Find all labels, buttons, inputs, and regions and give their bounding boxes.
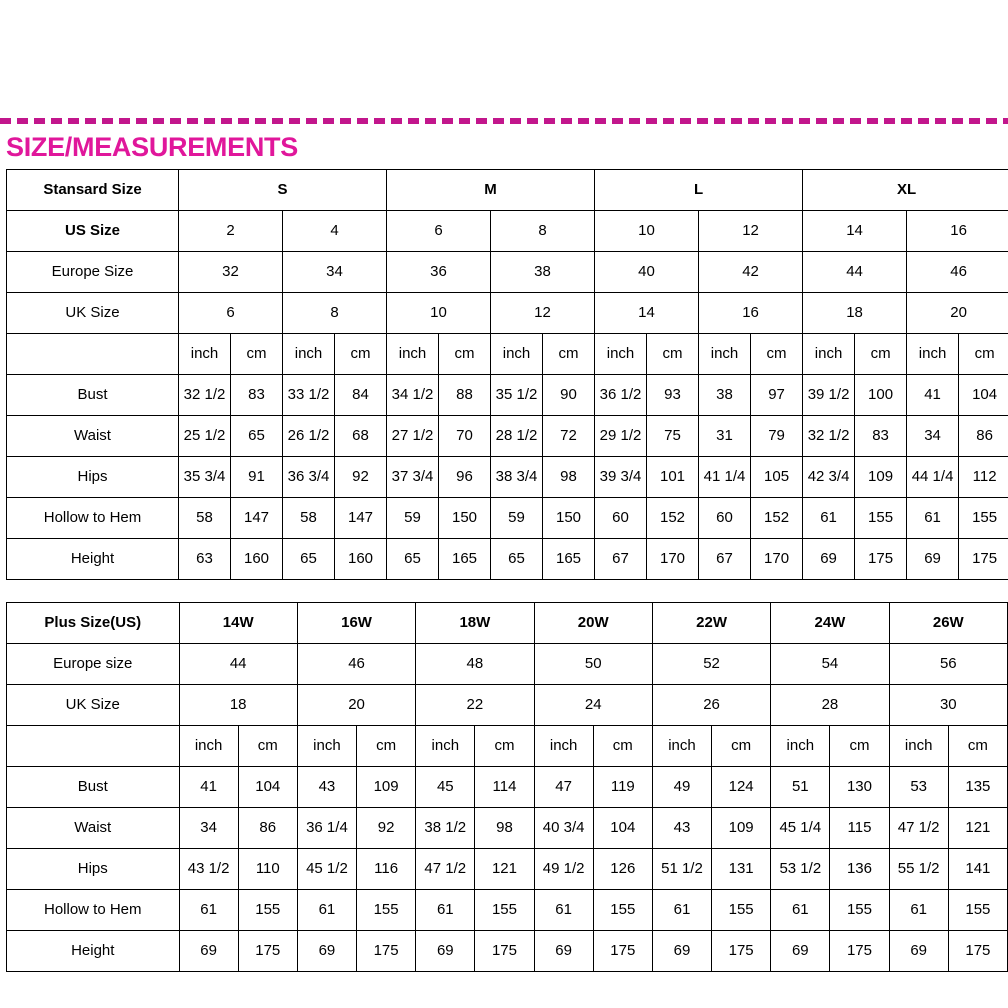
cell: 44 <box>803 251 907 292</box>
unit-cell: inch <box>889 725 948 766</box>
cell: 121 <box>948 807 1007 848</box>
row-label-europe-size: Europe size <box>7 643 180 684</box>
unit-cell: cm <box>647 333 699 374</box>
unit-cell: cm <box>335 333 387 374</box>
row-label-height: Height <box>7 930 180 971</box>
cell: 34 <box>283 251 387 292</box>
cell: 36 3/4 <box>283 456 335 497</box>
cell: 104 <box>959 374 1008 415</box>
cell: 48 <box>416 643 534 684</box>
cell: 58 <box>179 497 231 538</box>
cell: 175 <box>475 930 534 971</box>
cell: 53 <box>889 766 948 807</box>
cell: 41 <box>179 766 238 807</box>
cell: 61 <box>416 889 475 930</box>
cell: 28 <box>771 684 889 725</box>
cell: 34 <box>179 807 238 848</box>
cell: 109 <box>855 456 907 497</box>
row-label-europe-size: Europe Size <box>7 251 179 292</box>
plus-size-table <box>6 602 1008 972</box>
cell: 135 <box>948 766 1007 807</box>
cell: 49 1/2 <box>534 848 593 889</box>
cell: 12 <box>491 292 595 333</box>
cell: 18 <box>179 684 297 725</box>
cell: 124 <box>712 766 771 807</box>
cell: 65 <box>231 415 283 456</box>
table-row <box>7 210 1008 251</box>
cell: 97 <box>751 374 803 415</box>
cell: 8 <box>283 292 387 333</box>
cell: 22 <box>416 684 534 725</box>
unit-cell: cm <box>543 333 595 374</box>
cell: 69 <box>416 930 475 971</box>
cell: 155 <box>357 889 416 930</box>
row-label-bust: Bust <box>7 766 180 807</box>
cell: 175 <box>855 538 907 579</box>
cell: 41 1/4 <box>699 456 751 497</box>
cell: 130 <box>830 766 889 807</box>
cell: 36 1/4 <box>297 807 356 848</box>
cell: 90 <box>543 374 595 415</box>
table-spacer <box>0 580 1008 602</box>
cell: 100 <box>855 374 907 415</box>
plus-size-header: Plus Size(US) <box>7 602 180 643</box>
cell: 61 <box>179 889 238 930</box>
cell: 150 <box>543 497 595 538</box>
cell: 126 <box>593 848 652 889</box>
cell: 155 <box>830 889 889 930</box>
group-m: M <box>387 169 595 210</box>
cell: 61 <box>771 889 830 930</box>
cell: 61 <box>889 889 948 930</box>
unit-cell: inch <box>534 725 593 766</box>
cell: 18 <box>803 292 907 333</box>
table-row <box>7 848 1008 889</box>
cell: 42 <box>699 251 803 292</box>
cell: 46 <box>297 643 415 684</box>
cell: 16 <box>907 210 1008 251</box>
table-row <box>7 643 1008 684</box>
unit-cell: inch <box>416 725 475 766</box>
cell: 69 <box>652 930 711 971</box>
unit-cell: inch <box>179 725 238 766</box>
table-row-units <box>7 725 1008 766</box>
row-label-uk-size: UK Size <box>7 292 179 333</box>
cell: 141 <box>948 848 1007 889</box>
cell: 27 1/2 <box>387 415 439 456</box>
cell: 45 <box>416 766 475 807</box>
row-label-hips: Hips <box>7 848 180 889</box>
cell: 25 1/2 <box>179 415 231 456</box>
cell: 40 3/4 <box>534 807 593 848</box>
cell: 69 <box>889 930 948 971</box>
cell: 109 <box>357 766 416 807</box>
table-row <box>7 497 1008 538</box>
cell: 34 1/2 <box>387 374 439 415</box>
cell: 14 <box>595 292 699 333</box>
plus-size-20w: 20W <box>534 602 652 643</box>
cell: 47 <box>534 766 593 807</box>
table-row <box>7 251 1008 292</box>
cell: 115 <box>830 807 889 848</box>
unit-cell: cm <box>830 725 889 766</box>
cell: 50 <box>534 643 652 684</box>
unit-cell: cm <box>593 725 652 766</box>
table-row <box>7 456 1008 497</box>
cell: 72 <box>543 415 595 456</box>
cell: 38 3/4 <box>491 456 543 497</box>
cell: 175 <box>238 930 297 971</box>
cell: 51 <box>771 766 830 807</box>
table-row <box>7 538 1008 579</box>
cell: 170 <box>751 538 803 579</box>
cell: 105 <box>751 456 803 497</box>
cell: 170 <box>647 538 699 579</box>
cell: 147 <box>335 497 387 538</box>
cell: 35 1/2 <box>491 374 543 415</box>
cell: 104 <box>238 766 297 807</box>
row-label-uk-size: UK Size <box>7 684 180 725</box>
cell: 10 <box>387 292 491 333</box>
row-label-waist: Waist <box>7 415 179 456</box>
table-row <box>7 807 1008 848</box>
unit-cell: inch <box>491 333 543 374</box>
cell: 51 1/2 <box>652 848 711 889</box>
cell: 69 <box>297 930 356 971</box>
table-row-header <box>7 602 1008 643</box>
cell: 38 <box>699 374 751 415</box>
unit-cell: inch <box>179 333 231 374</box>
cell: 121 <box>475 848 534 889</box>
plus-size-22w: 22W <box>652 602 770 643</box>
unit-cell: cm <box>238 725 297 766</box>
standard-size-table <box>6 169 1008 580</box>
table-row-units <box>7 333 1008 374</box>
plus-size-26w: 26W <box>889 602 1007 643</box>
cell: 60 <box>699 497 751 538</box>
cell: 28 1/2 <box>491 415 543 456</box>
cell: 88 <box>439 374 491 415</box>
cell: 155 <box>712 889 771 930</box>
cell: 38 <box>491 251 595 292</box>
cell: 20 <box>297 684 415 725</box>
cell: 61 <box>652 889 711 930</box>
cell: 175 <box>948 930 1007 971</box>
cell: 86 <box>959 415 1008 456</box>
cell: 4 <box>283 210 387 251</box>
cell: 61 <box>803 497 855 538</box>
cell: 86 <box>238 807 297 848</box>
cell: 38 1/2 <box>416 807 475 848</box>
group-xl: XL <box>803 169 1008 210</box>
cell: 41 <box>907 374 959 415</box>
cell: 6 <box>387 210 491 251</box>
cell: 63 <box>179 538 231 579</box>
row-label-units-empty <box>7 725 180 766</box>
unit-cell: inch <box>907 333 959 374</box>
unit-cell: inch <box>771 725 830 766</box>
cell: 165 <box>439 538 491 579</box>
cell: 16 <box>699 292 803 333</box>
cell: 91 <box>231 456 283 497</box>
cell: 114 <box>475 766 534 807</box>
cell: 29 1/2 <box>595 415 647 456</box>
cell: 70 <box>439 415 491 456</box>
cell: 131 <box>712 848 771 889</box>
cell: 147 <box>231 497 283 538</box>
cell: 155 <box>475 889 534 930</box>
cell: 92 <box>335 456 387 497</box>
cell: 36 <box>387 251 491 292</box>
cell: 44 1/4 <box>907 456 959 497</box>
unit-cell: inch <box>652 725 711 766</box>
cell: 98 <box>543 456 595 497</box>
cell: 12 <box>699 210 803 251</box>
cell: 2 <box>179 210 283 251</box>
cell: 96 <box>439 456 491 497</box>
cell: 79 <box>751 415 803 456</box>
cell: 67 <box>595 538 647 579</box>
cell: 136 <box>830 848 889 889</box>
cell: 45 1/2 <box>297 848 356 889</box>
row-label-bust: Bust <box>7 374 179 415</box>
cell: 46 <box>907 251 1008 292</box>
cell: 43 <box>297 766 356 807</box>
plus-size-24w: 24W <box>771 602 889 643</box>
unit-cell: cm <box>751 333 803 374</box>
cell: 35 3/4 <box>179 456 231 497</box>
cell: 110 <box>238 848 297 889</box>
cell: 69 <box>179 930 238 971</box>
cell: 109 <box>712 807 771 848</box>
unit-cell: cm <box>959 333 1008 374</box>
cell: 26 1/2 <box>283 415 335 456</box>
cell: 32 <box>179 251 283 292</box>
unit-cell: inch <box>297 725 356 766</box>
cell: 26 <box>652 684 770 725</box>
table-row <box>7 766 1008 807</box>
cell: 6 <box>179 292 283 333</box>
cell: 8 <box>491 210 595 251</box>
cell: 61 <box>534 889 593 930</box>
table-row <box>7 684 1008 725</box>
cell: 42 3/4 <box>803 456 855 497</box>
table-row <box>7 415 1008 456</box>
cell: 58 <box>283 497 335 538</box>
cell: 61 <box>297 889 356 930</box>
cell: 69 <box>907 538 959 579</box>
cell: 24 <box>534 684 652 725</box>
table-row <box>7 930 1008 971</box>
cell: 37 3/4 <box>387 456 439 497</box>
cell: 55 1/2 <box>889 848 948 889</box>
cell: 116 <box>357 848 416 889</box>
cell: 155 <box>959 497 1008 538</box>
page-title: SIZE/MEASUREMENTS <box>6 132 298 162</box>
cell: 98 <box>475 807 534 848</box>
unit-cell: inch <box>699 333 751 374</box>
group-l: L <box>595 169 803 210</box>
cell: 83 <box>855 415 907 456</box>
cell: 175 <box>959 538 1008 579</box>
group-s: S <box>179 169 387 210</box>
unit-cell: cm <box>475 725 534 766</box>
cell: 68 <box>335 415 387 456</box>
cell: 92 <box>357 807 416 848</box>
cell: 36 1/2 <box>595 374 647 415</box>
row-label-hollow-to-hem: Hollow to Hem <box>7 889 180 930</box>
cell: 150 <box>439 497 491 538</box>
row-label-height: Height <box>7 538 179 579</box>
plus-size-14w: 14W <box>179 602 297 643</box>
cell: 43 1/2 <box>179 848 238 889</box>
unit-cell: cm <box>439 333 491 374</box>
row-label-hips: Hips <box>7 456 179 497</box>
cell: 69 <box>534 930 593 971</box>
cell: 67 <box>699 538 751 579</box>
cell: 56 <box>889 643 1007 684</box>
cell: 43 <box>652 807 711 848</box>
cell: 49 <box>652 766 711 807</box>
cell: 155 <box>948 889 1007 930</box>
cell: 175 <box>593 930 652 971</box>
top-whitespace <box>0 0 1008 118</box>
row-label-units-empty <box>7 333 179 374</box>
table-row <box>7 889 1008 930</box>
unit-cell: inch <box>387 333 439 374</box>
cell: 20 <box>907 292 1008 333</box>
unit-cell: cm <box>855 333 907 374</box>
cell: 40 <box>595 251 699 292</box>
cell: 30 <box>889 684 1007 725</box>
cell: 175 <box>712 930 771 971</box>
cell: 61 <box>907 497 959 538</box>
cell: 75 <box>647 415 699 456</box>
cell: 152 <box>751 497 803 538</box>
unit-cell: inch <box>803 333 855 374</box>
cell: 112 <box>959 456 1008 497</box>
cell: 14 <box>803 210 907 251</box>
cell: 32 1/2 <box>803 415 855 456</box>
cell: 53 1/2 <box>771 848 830 889</box>
cell: 84 <box>335 374 387 415</box>
row-label-hollow-to-hem: Hollow to Hem <box>7 497 179 538</box>
cell: 93 <box>647 374 699 415</box>
cell: 119 <box>593 766 652 807</box>
cell: 45 1/4 <box>771 807 830 848</box>
cell: 65 <box>283 538 335 579</box>
unit-cell: inch <box>595 333 647 374</box>
cell: 160 <box>335 538 387 579</box>
row-label-us-size: US Size <box>7 210 179 251</box>
cell: 69 <box>771 930 830 971</box>
cell: 60 <box>595 497 647 538</box>
cell: 65 <box>387 538 439 579</box>
table-row-group-header <box>7 169 1008 210</box>
cell: 65 <box>491 538 543 579</box>
plus-size-18w: 18W <box>416 602 534 643</box>
cell: 155 <box>238 889 297 930</box>
cell: 175 <box>357 930 416 971</box>
plus-size-16w: 16W <box>297 602 415 643</box>
cell: 33 1/2 <box>283 374 335 415</box>
unit-cell: cm <box>948 725 1007 766</box>
cell: 39 1/2 <box>803 374 855 415</box>
table-row <box>7 374 1008 415</box>
cell: 155 <box>855 497 907 538</box>
cell: 44 <box>179 643 297 684</box>
cell: 10 <box>595 210 699 251</box>
cell: 101 <box>647 456 699 497</box>
cell: 59 <box>491 497 543 538</box>
unit-cell: cm <box>712 725 771 766</box>
cell: 31 <box>699 415 751 456</box>
cell: 34 <box>907 415 959 456</box>
unit-cell: cm <box>231 333 283 374</box>
cell: 39 3/4 <box>595 456 647 497</box>
unit-cell: cm <box>357 725 416 766</box>
cell: 54 <box>771 643 889 684</box>
unit-cell: inch <box>283 333 335 374</box>
cell: 152 <box>647 497 699 538</box>
cell: 59 <box>387 497 439 538</box>
cell: 160 <box>231 538 283 579</box>
cell: 69 <box>803 538 855 579</box>
cell: 83 <box>231 374 283 415</box>
cell: 165 <box>543 538 595 579</box>
cell: 104 <box>593 807 652 848</box>
cell: 52 <box>652 643 770 684</box>
cell: 47 1/2 <box>416 848 475 889</box>
cell: 175 <box>830 930 889 971</box>
cell: 47 1/2 <box>889 807 948 848</box>
cell: 155 <box>593 889 652 930</box>
table-row <box>7 292 1008 333</box>
row-label-waist: Waist <box>7 807 180 848</box>
standard-size-header: Stansard Size <box>7 169 179 210</box>
cell: 32 1/2 <box>179 374 231 415</box>
